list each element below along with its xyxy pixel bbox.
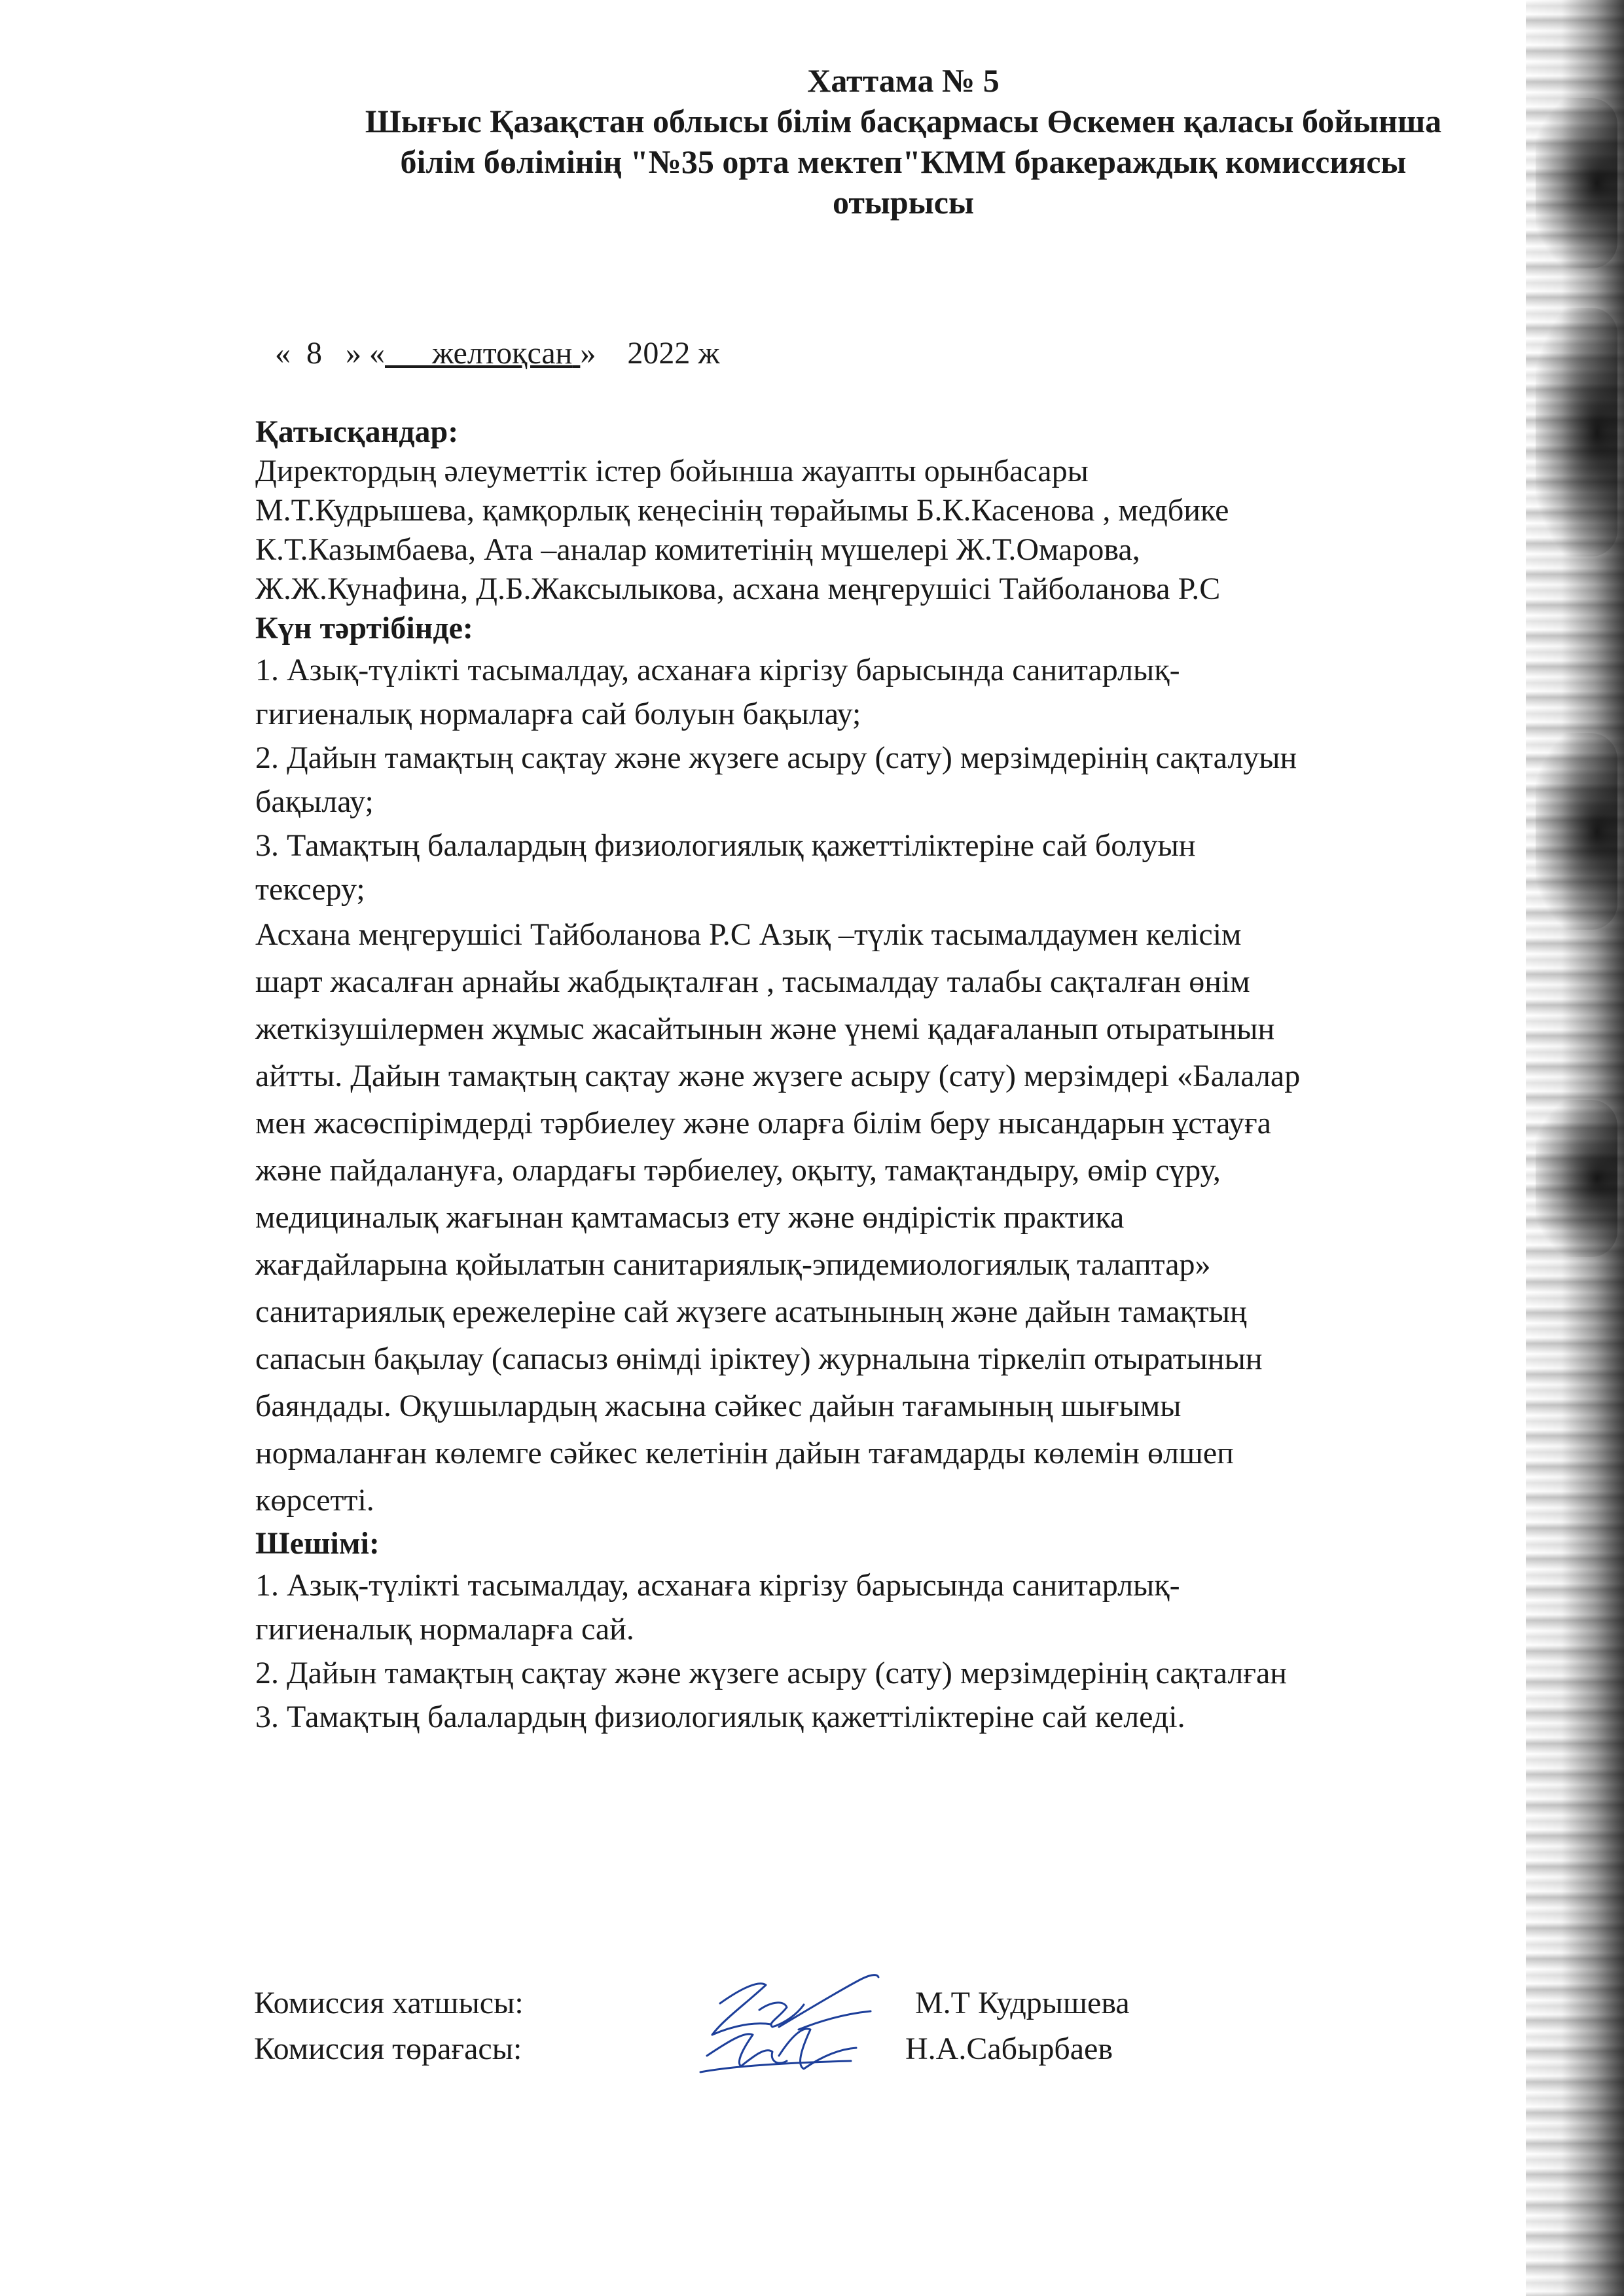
- decision-line: гигиеналық нормаларға сай.: [255, 1612, 634, 1647]
- participants-section: [255, 412, 1558, 609]
- report-section: [255, 911, 1558, 1524]
- agenda-section: [255, 609, 1558, 911]
- report-line: сапасын бақылау (сапасыз өнімді іріктеу) журналына тіркеліп отыратынын: [255, 1341, 1263, 1376]
- decision-line: 1. Азық-түлікті тасымалдау, асханаға кіргізу барысында санитарлық-: [255, 1568, 1180, 1603]
- participants-line: Директордың әлеуметтік істер бойынша жауапты орынбасары: [255, 454, 1089, 488]
- scan-artifact: [1536, 98, 1617, 268]
- participants-line: К.Т.Казымбаева, Ата –аналар комитетінің мүшелері Ж.Т.Омарова,: [255, 532, 1140, 567]
- report-line: айтты. Дайын тамақтың сақтау және жүзеге асыру (сату) мерзімдері «Балалар: [255, 1059, 1301, 1093]
- report-line: Асхана меңгерушісі Тайболанова Р.С Азық –түлік тасымалдаумен келісім: [255, 917, 1242, 952]
- report-line: медициналық жағынан қамтамасыз ету және өндірістік практика: [255, 1200, 1125, 1235]
- date-middle: » «: [346, 336, 385, 371]
- report-line: нормаланған көлемге сәйкес келетінін дайын тағамдарды көлемін өлшеп: [255, 1436, 1234, 1470]
- report-line: мен жасөспірімдерді тәрбиелеу және оларға білім беру нысандарын ұстауға: [255, 1106, 1271, 1140]
- agenda-line: 1. Азық-түлікті тасымалдау, асханаға кіргізу барысында санитарлық-: [255, 653, 1180, 687]
- agenda-line: тексеру;: [255, 872, 365, 907]
- document-date: [275, 335, 720, 371]
- signature-role: Комиссия хатшысы:: [254, 1986, 524, 2020]
- participants-line: Ж.Ж.Кунафина, Д.Б.Жаксылыкова, асхана меңгерушісі Тайболанова Р.С: [255, 572, 1221, 606]
- document-header: [262, 60, 1545, 223]
- date-month-underline: [385, 336, 580, 371]
- decision-line: 3. Тамақтың балалардың физиологиялық қажеттіліктеріне сай келеді.: [255, 1700, 1185, 1734]
- date-open-quote: «: [275, 336, 291, 371]
- decision-heading: Шешімі:: [255, 1526, 380, 1561]
- report-line: көрсетті.: [255, 1483, 374, 1518]
- date-close-quote: »: [580, 336, 596, 371]
- header-line: отырысы: [832, 184, 974, 221]
- agenda-heading: Күн тәртібінде:: [255, 611, 473, 646]
- header-line: білім бөлімінің "№35 орта мектеп"КММ бракераждық комиссиясы: [400, 143, 1407, 180]
- header-line: Шығыс Қазақстан облысы білім басқармасы Өскемен қаласы бойынша: [365, 103, 1442, 139]
- date-year: 2022 ж: [627, 336, 720, 371]
- date-day: 8: [306, 336, 322, 371]
- report-line: баяндады. Оқушылардың жасына сәйкес дайын тағамының шығымы: [255, 1389, 1182, 1423]
- decision-line: 2. Дайын тамақтың сақтау және жүзеге асыру (сату) мерзімдерінің сақталған: [255, 1656, 1287, 1690]
- participants-line: М.Т.Кудрышева, қамқорлық кеңесінің төрайымы Б.К.Касенова , медбике: [255, 493, 1229, 528]
- report-line: және пайдалануға, олардағы тәрбиелеу, оқыту, тамақтандыру, өмір сүру,: [255, 1153, 1221, 1188]
- signature-role: Комиссия төрағасы:: [254, 2032, 522, 2066]
- participants-heading: Қатысқандар:: [255, 414, 459, 449]
- signature-name: Н.А.Сабырбаев: [905, 2032, 1113, 2066]
- document-body: [255, 412, 1558, 1739]
- handwritten-signature: [681, 1958, 903, 2108]
- report-line: шарт жасалған арнайы жабдықталған , тасымалдау талабы сақталған өнім: [255, 964, 1250, 999]
- report-line: санитариялық ережелеріне сай жүзеге асатынының және дайын тамақтың: [255, 1294, 1247, 1329]
- agenda-line: гигиеналық нормаларға сай болуын бақылау;: [255, 697, 861, 731]
- decision-section: [255, 1524, 1558, 1739]
- agenda-line: бақылау;: [255, 784, 374, 819]
- date-month: желтоқсан: [432, 336, 573, 371]
- agenda-line: 3. Тамақтың балалардың физиологиялық қажеттіліктеріне сай болуын: [255, 828, 1196, 863]
- document-title: Хаттама № 5: [807, 62, 1000, 99]
- report-line: жеткізушілермен жұмыс жасайтынын және үнемі қадағаланып отыратынын: [255, 1011, 1275, 1046]
- report-line: жағдайларына қойылатын санитариялық-эпидемиологиялық талаптар»: [255, 1247, 1211, 1282]
- signature-name: М.Т Кудрышева: [915, 1986, 1130, 2020]
- agenda-line: 2. Дайын тамақтың сақтау және жүзеге асыру (сату) мерзімдерінің сақталуын: [255, 740, 1297, 775]
